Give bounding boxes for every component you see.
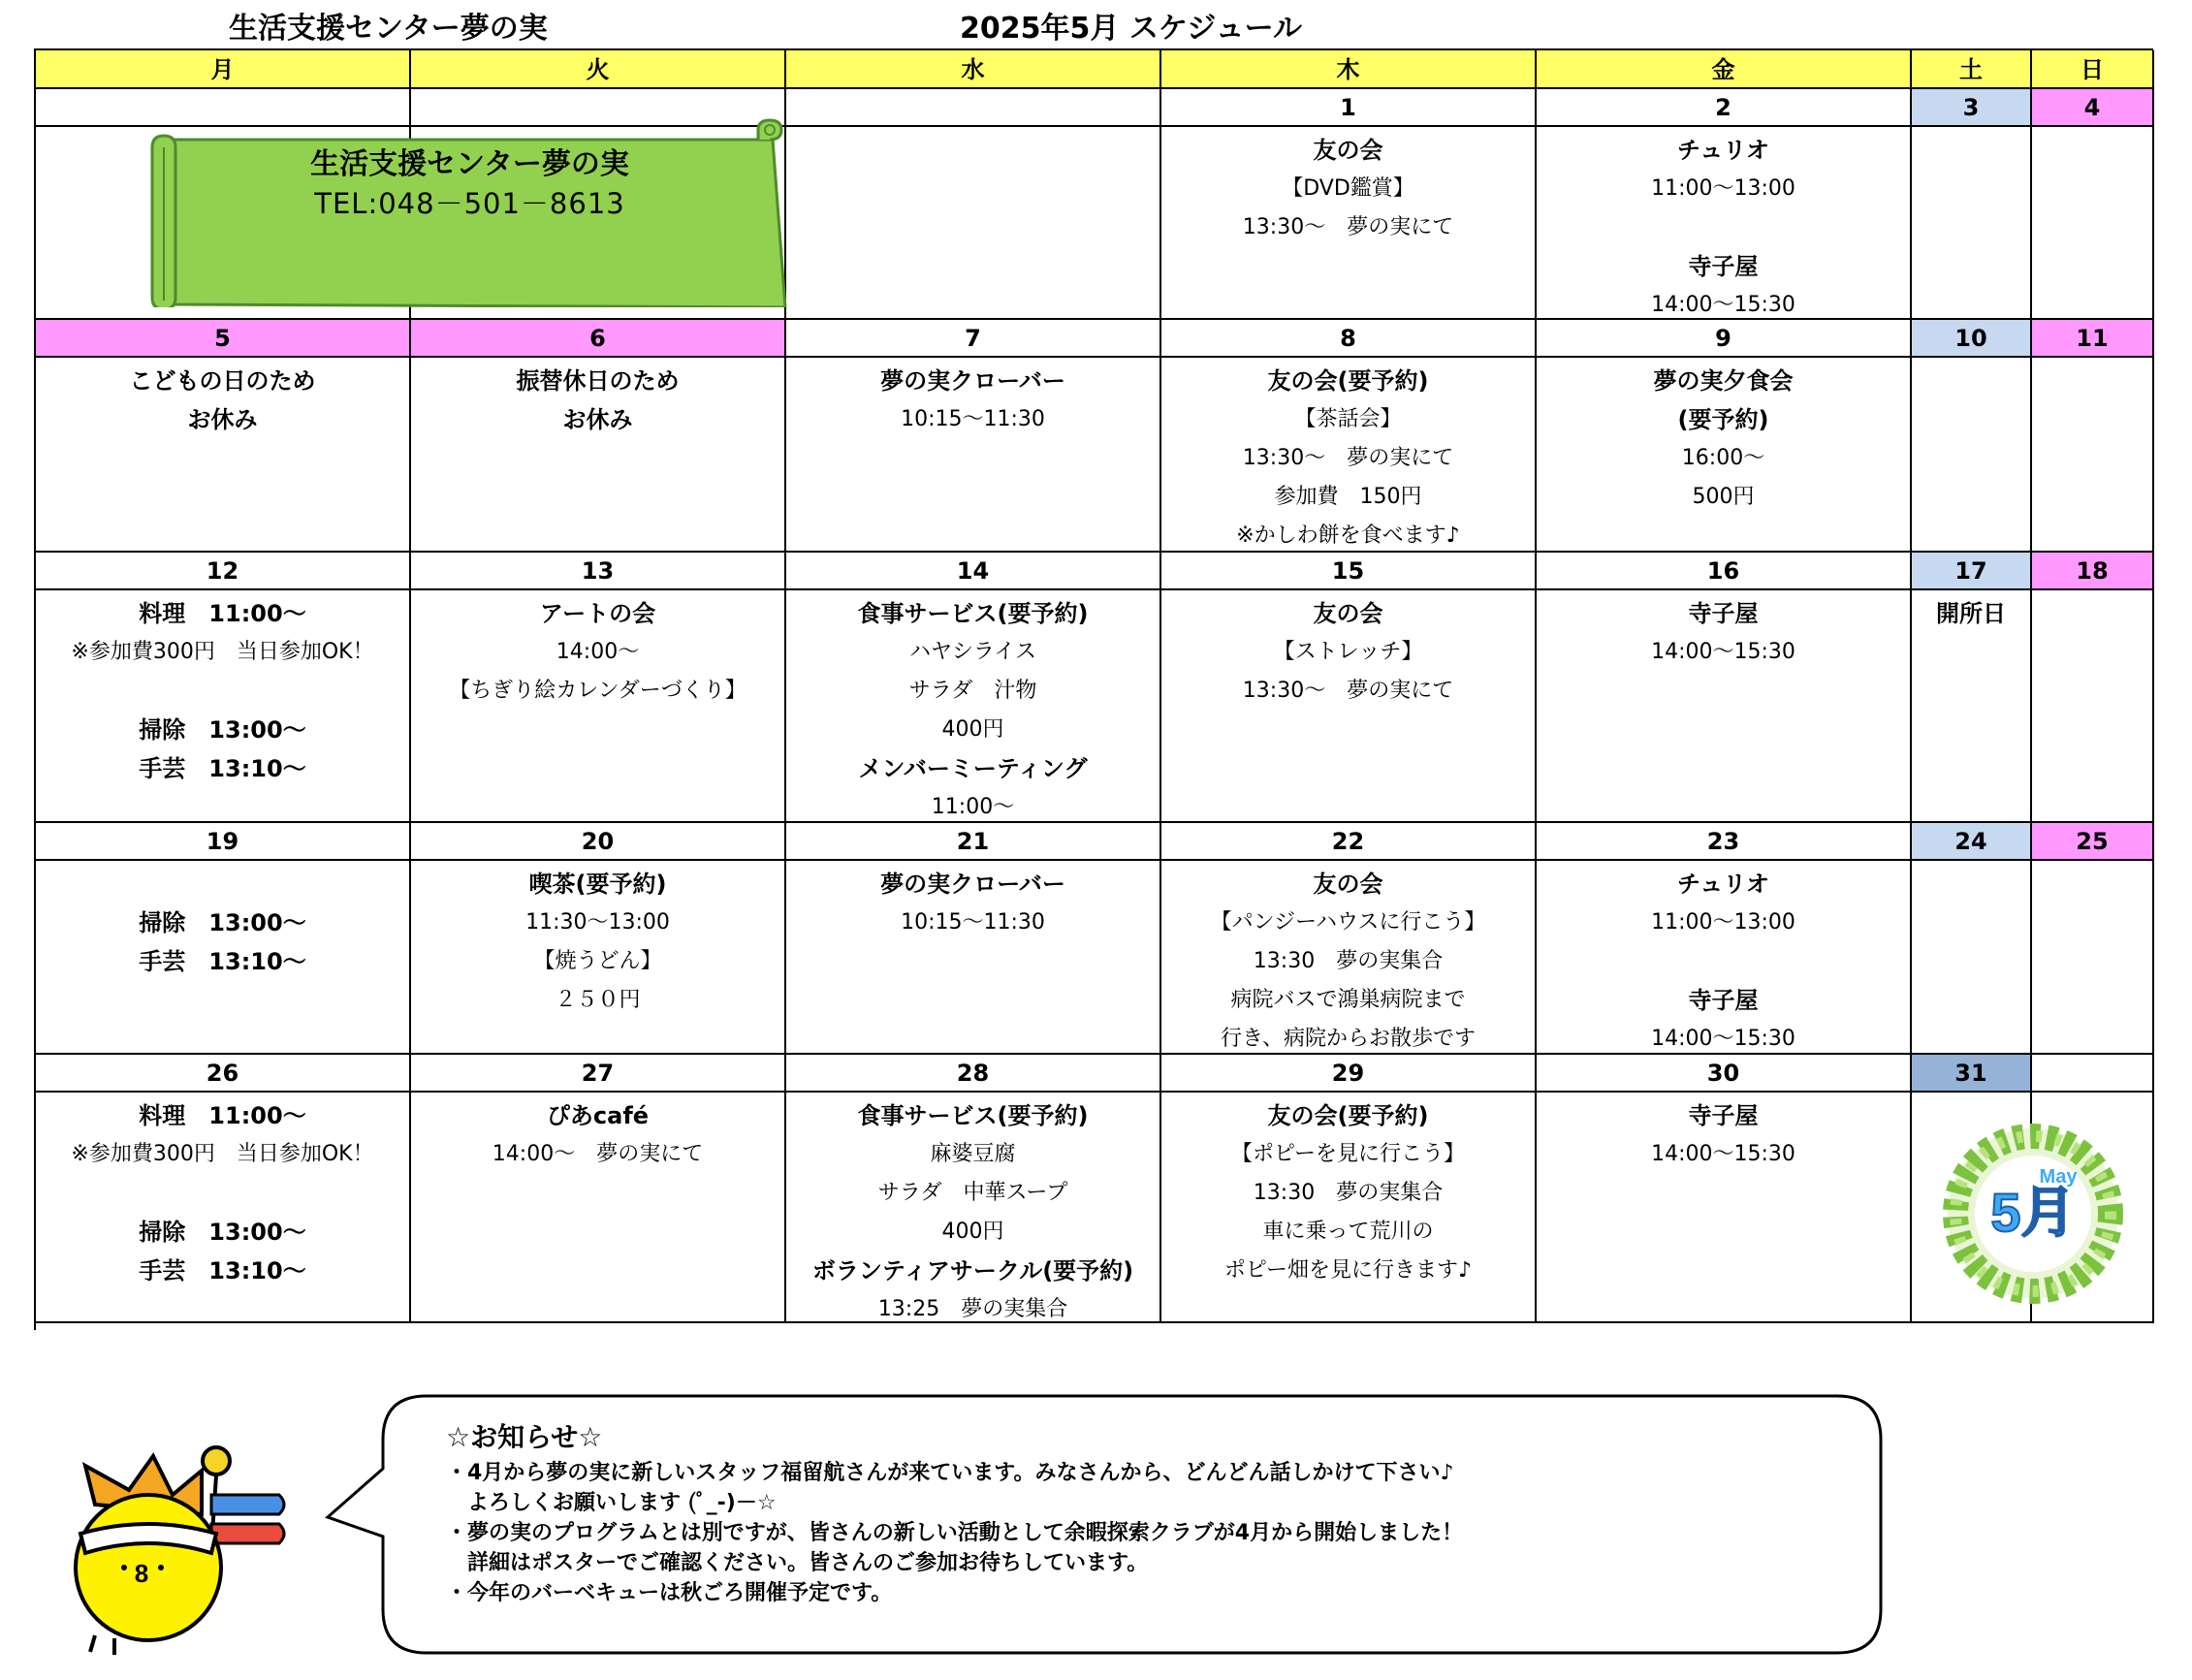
event-line: ※参加費300円 当日参加OK！ <box>71 640 374 664</box>
mascot-badge-text: 8 <box>134 1559 149 1588</box>
date-cell: 20 <box>411 823 786 861</box>
event-line <box>1537 942 1910 981</box>
event-line <box>36 1174 409 1213</box>
date-cell: 14 <box>786 553 1161 590</box>
day-content-cell <box>1912 127 2032 320</box>
event-line: ※かしわ餅を食べます♪ <box>1236 523 1460 548</box>
date-cell: 4 <box>2032 89 2154 127</box>
event-line: 掃除 13:00～ <box>139 909 306 936</box>
event-line: 寺子屋 <box>1688 253 1759 280</box>
date-cell: 25 <box>2032 823 2154 861</box>
date-cell: 28 <box>786 1055 1161 1093</box>
event-line: 【DVD鑑賞】 <box>1282 176 1414 201</box>
event-line: 友の会 <box>1313 871 1383 898</box>
date-cell: 1 <box>1161 89 1537 127</box>
day-content-cell <box>1537 861 1912 1055</box>
date-cell: 6 <box>411 320 786 358</box>
date-cell: 19 <box>36 823 411 861</box>
event-line: 振替休日のため <box>516 367 680 395</box>
weekday-header-sun: 日 <box>2032 50 2154 89</box>
day-content-cell <box>2032 590 2154 823</box>
day-content-cell <box>1537 590 1912 823</box>
event-line: 病院バスで鴻巣病院まで <box>1230 988 1466 1012</box>
event-line: 400円 <box>941 717 1004 742</box>
notice-line: ・今年のバーベキューは秋ごろ開催予定です。 <box>446 1581 893 1605</box>
event-line: 14:00～15:30 <box>1651 293 1795 317</box>
weekday-header-thu: 木 <box>1161 50 1537 89</box>
event-line: 【パンジーハウスに行こう】 <box>1210 910 1486 935</box>
day-content-cell <box>2032 861 2154 1055</box>
event-line: 500円 <box>1692 485 1755 509</box>
event-line: 11:00～ <box>931 795 1015 819</box>
event-line: 友の会(要予約) <box>1267 367 1429 395</box>
chick-mascot-illustration <box>56 1437 299 1660</box>
notice-line: よろしくお願いします (ﾟ_-)－☆ <box>446 1491 777 1515</box>
date-cell: 13 <box>411 553 786 590</box>
event-line: (要予約) <box>1677 406 1769 433</box>
date-cell: 22 <box>1161 823 1537 861</box>
day-content-cell <box>1161 1093 1537 1323</box>
event-line: 13:30～ 夢の実にて <box>1242 215 1454 239</box>
event-line: 14:00～15:30 <box>1651 640 1795 664</box>
page-header <box>0 0 2192 50</box>
day-content-cell <box>1161 358 1537 553</box>
date-cell: 21 <box>786 823 1161 861</box>
event-line: 手芸 13:10～ <box>139 1257 306 1284</box>
banner-phone: TEL:048－501－8613 <box>314 187 625 220</box>
event-line: 手芸 13:10～ <box>139 948 306 975</box>
banner-text <box>147 145 792 223</box>
date-cell: 8 <box>1161 320 1537 358</box>
event-line: 14:00～ 夢の実にて <box>492 1142 704 1166</box>
event-line <box>36 865 409 903</box>
event-line: 喫茶(要予約) <box>528 871 667 898</box>
event-line: 14:00～15:30 <box>1651 1142 1795 1166</box>
date-cell: 30 <box>1537 1055 1912 1093</box>
day-content-cell <box>1161 861 1537 1055</box>
day-content-cell <box>36 590 411 823</box>
event-line: 友の会 <box>1313 600 1383 627</box>
date-cell: 17 <box>1912 553 2032 590</box>
event-line: 車に乗って荒川の <box>1262 1220 1434 1244</box>
notice-line: ・4月から夢の実に新しいスタッフ福留航さんが来ています。みなさんから、どんどん話しかけて下さい♪ <box>446 1461 1454 1485</box>
event-line: 寺子屋 <box>1688 1102 1759 1129</box>
event-line: お休み <box>562 406 633 433</box>
day-content-cell <box>1161 590 1537 823</box>
event-line: 13:30 夢の実集合 <box>1253 1181 1444 1205</box>
date-cell: 16 <box>1537 553 1912 590</box>
weekday-header-wed: 水 <box>786 50 1161 89</box>
date-cell: 11 <box>2032 320 2154 358</box>
date-cell: 3 <box>1912 89 2032 127</box>
date-cell <box>2032 1055 2154 1093</box>
day-content-cell <box>1912 358 2032 553</box>
date-cell: 9 <box>1537 320 1912 358</box>
event-line: 【ちぎり絵カレンダーづくり】 <box>449 679 747 703</box>
event-line: 友の会(要予約) <box>1267 1102 1429 1129</box>
event-line: 麻婆豆腐 <box>930 1142 1016 1166</box>
event-line: ポピー畑を見に行きます♪ <box>1223 1258 1473 1283</box>
banner-org-name: 生活支援センター夢の実 <box>310 147 629 181</box>
date-cell: 12 <box>36 553 411 590</box>
event-line: 13:25 夢の実集合 <box>877 1297 1068 1321</box>
date-cell: 10 <box>1912 320 2032 358</box>
organization-title: 生活支援センター夢の実 <box>229 12 548 46</box>
event-line: 【焼うどん】 <box>533 949 662 973</box>
event-line: 14:00～15:30 <box>1651 1027 1795 1051</box>
day-content-cell <box>2032 358 2154 553</box>
event-line: サラダ 汁物 <box>908 679 1037 703</box>
wreath-month-text: 5月 <box>1990 1182 2076 1243</box>
event-line: 料理 11:00～ <box>139 1102 306 1129</box>
wreath-sub-text: May <box>2039 1166 2078 1188</box>
event-line: 10:15～11:30 <box>901 407 1045 431</box>
event-line: 夢の実クローバー <box>880 871 1065 898</box>
event-line <box>1537 208 1910 247</box>
day-content-cell <box>1161 127 1537 320</box>
event-line: 13:30～ 夢の実にて <box>1242 679 1454 703</box>
event-line: 13:30～ 夢の実にて <box>1242 446 1454 470</box>
date-cell <box>786 89 1161 127</box>
weekday-header-sat: 土 <box>1912 50 2032 89</box>
event-line: 行き、病院からお散歩です <box>1220 1027 1477 1051</box>
event-line: ハヤシライス <box>909 640 1036 664</box>
event-line: 11:00～13:00 <box>1651 176 1795 201</box>
event-line: 掃除 13:00～ <box>139 716 306 744</box>
day-content-cell <box>2032 127 2154 320</box>
notice-line: ・夢の実のプログラムとは別ですが、皆さんの新しい活動として余暇探索クラブが4月から開始しました！ <box>446 1521 1464 1545</box>
event-line: 夢の実クローバー <box>880 367 1065 395</box>
event-line: 11:30～13:00 <box>525 910 670 935</box>
date-cell: 29 <box>1161 1055 1537 1093</box>
event-line: 寺子屋 <box>1688 600 1759 627</box>
day-content-cell <box>1537 1093 1912 1323</box>
event-line: サラダ 中華スープ <box>877 1181 1068 1205</box>
may-wreath-illustration <box>1924 1105 2143 1323</box>
notice-section <box>446 1417 1852 1608</box>
event-line: こどもの日のため <box>129 367 316 395</box>
day-content-cell <box>36 358 411 553</box>
date-cell: 27 <box>411 1055 786 1093</box>
event-line: 掃除 13:00～ <box>139 1219 306 1246</box>
day-content-cell <box>1912 861 2032 1055</box>
event-line: 14:00～ <box>556 640 640 664</box>
day-content-cell <box>786 127 1161 320</box>
scroll-top-curl <box>758 120 781 140</box>
notice-line: 詳細はポスターでご確認ください。皆さんのご参加お待ちしています。 <box>446 1551 1149 1575</box>
date-cell: 18 <box>2032 553 2154 590</box>
event-line: 寺子屋 <box>1688 987 1759 1014</box>
day-content-cell <box>1912 590 2032 823</box>
date-cell: 24 <box>1912 823 2032 861</box>
event-line: チュリオ <box>1676 137 1770 164</box>
date-cell: 26 <box>36 1055 411 1093</box>
weekday-header-tue: 火 <box>411 50 786 89</box>
date-cell: 5 <box>36 320 411 358</box>
event-line: 11:00～13:00 <box>1651 910 1795 935</box>
date-cell: 7 <box>786 320 1161 358</box>
day-content-cell <box>1537 127 1912 320</box>
day-content-cell <box>36 861 411 1055</box>
event-line: 400円 <box>941 1220 1004 1244</box>
weekday-header-mon: 月 <box>36 50 411 89</box>
event-line: 友の会 <box>1313 137 1383 164</box>
event-line: 【茶話会】 <box>1294 407 1402 431</box>
event-line: ボランティアサークル(要予約) <box>811 1257 1134 1284</box>
event-line <box>36 672 409 711</box>
event-line: 食事サービス(要予約) <box>857 600 1089 627</box>
event-line: 【ストレッチ】 <box>1273 640 1423 664</box>
day-content-cell <box>1537 358 1912 553</box>
day-content-cell <box>36 1093 411 1323</box>
day-content-cell <box>786 861 1161 1055</box>
event-line: 料理 11:00～ <box>139 600 306 627</box>
day-content-cell <box>786 358 1161 553</box>
event-line: アートの会 <box>539 600 656 627</box>
date-cell: 31 <box>1912 1055 2032 1093</box>
day-content-cell <box>411 358 786 553</box>
event-line: ぴあcafé <box>546 1102 650 1129</box>
event-line: お休み <box>187 406 258 433</box>
date-cell: 23 <box>1537 823 1912 861</box>
event-line: 手芸 13:10～ <box>139 755 306 782</box>
day-content-cell <box>786 590 1161 823</box>
day-content-cell <box>411 1093 786 1323</box>
event-line: 16:00～ <box>1681 446 1765 470</box>
event-line: 開所日 <box>1936 600 2006 627</box>
event-line: メンバーミーティング <box>858 755 1088 782</box>
day-content-cell <box>411 861 786 1055</box>
event-line: 【ポピーを見に行こう】 <box>1230 1142 1466 1166</box>
event-line: チュリオ <box>1676 871 1770 898</box>
event-line: ２５０円 <box>555 988 641 1012</box>
event-line: 食事サービス(要予約) <box>857 1102 1089 1129</box>
date-cell: 2 <box>1537 89 1912 127</box>
date-cell: 15 <box>1161 553 1537 590</box>
event-line: 13:30 夢の実集合 <box>1253 949 1444 973</box>
event-line: 夢の実夕食会 <box>1653 367 1794 395</box>
day-content-cell <box>786 1093 1161 1323</box>
event-line: ※参加費300円 当日参加OK！ <box>71 1142 374 1166</box>
event-line: 参加費 150円 <box>1274 485 1422 509</box>
notice-title: ☆お知らせ☆ <box>446 1421 603 1453</box>
day-content-cell <box>411 590 786 823</box>
weekday-header-fri: 金 <box>1537 50 1912 89</box>
schedule-title: 2025年5月 スケジュール <box>960 12 1303 46</box>
event-line: 10:15～11:30 <box>901 910 1045 935</box>
